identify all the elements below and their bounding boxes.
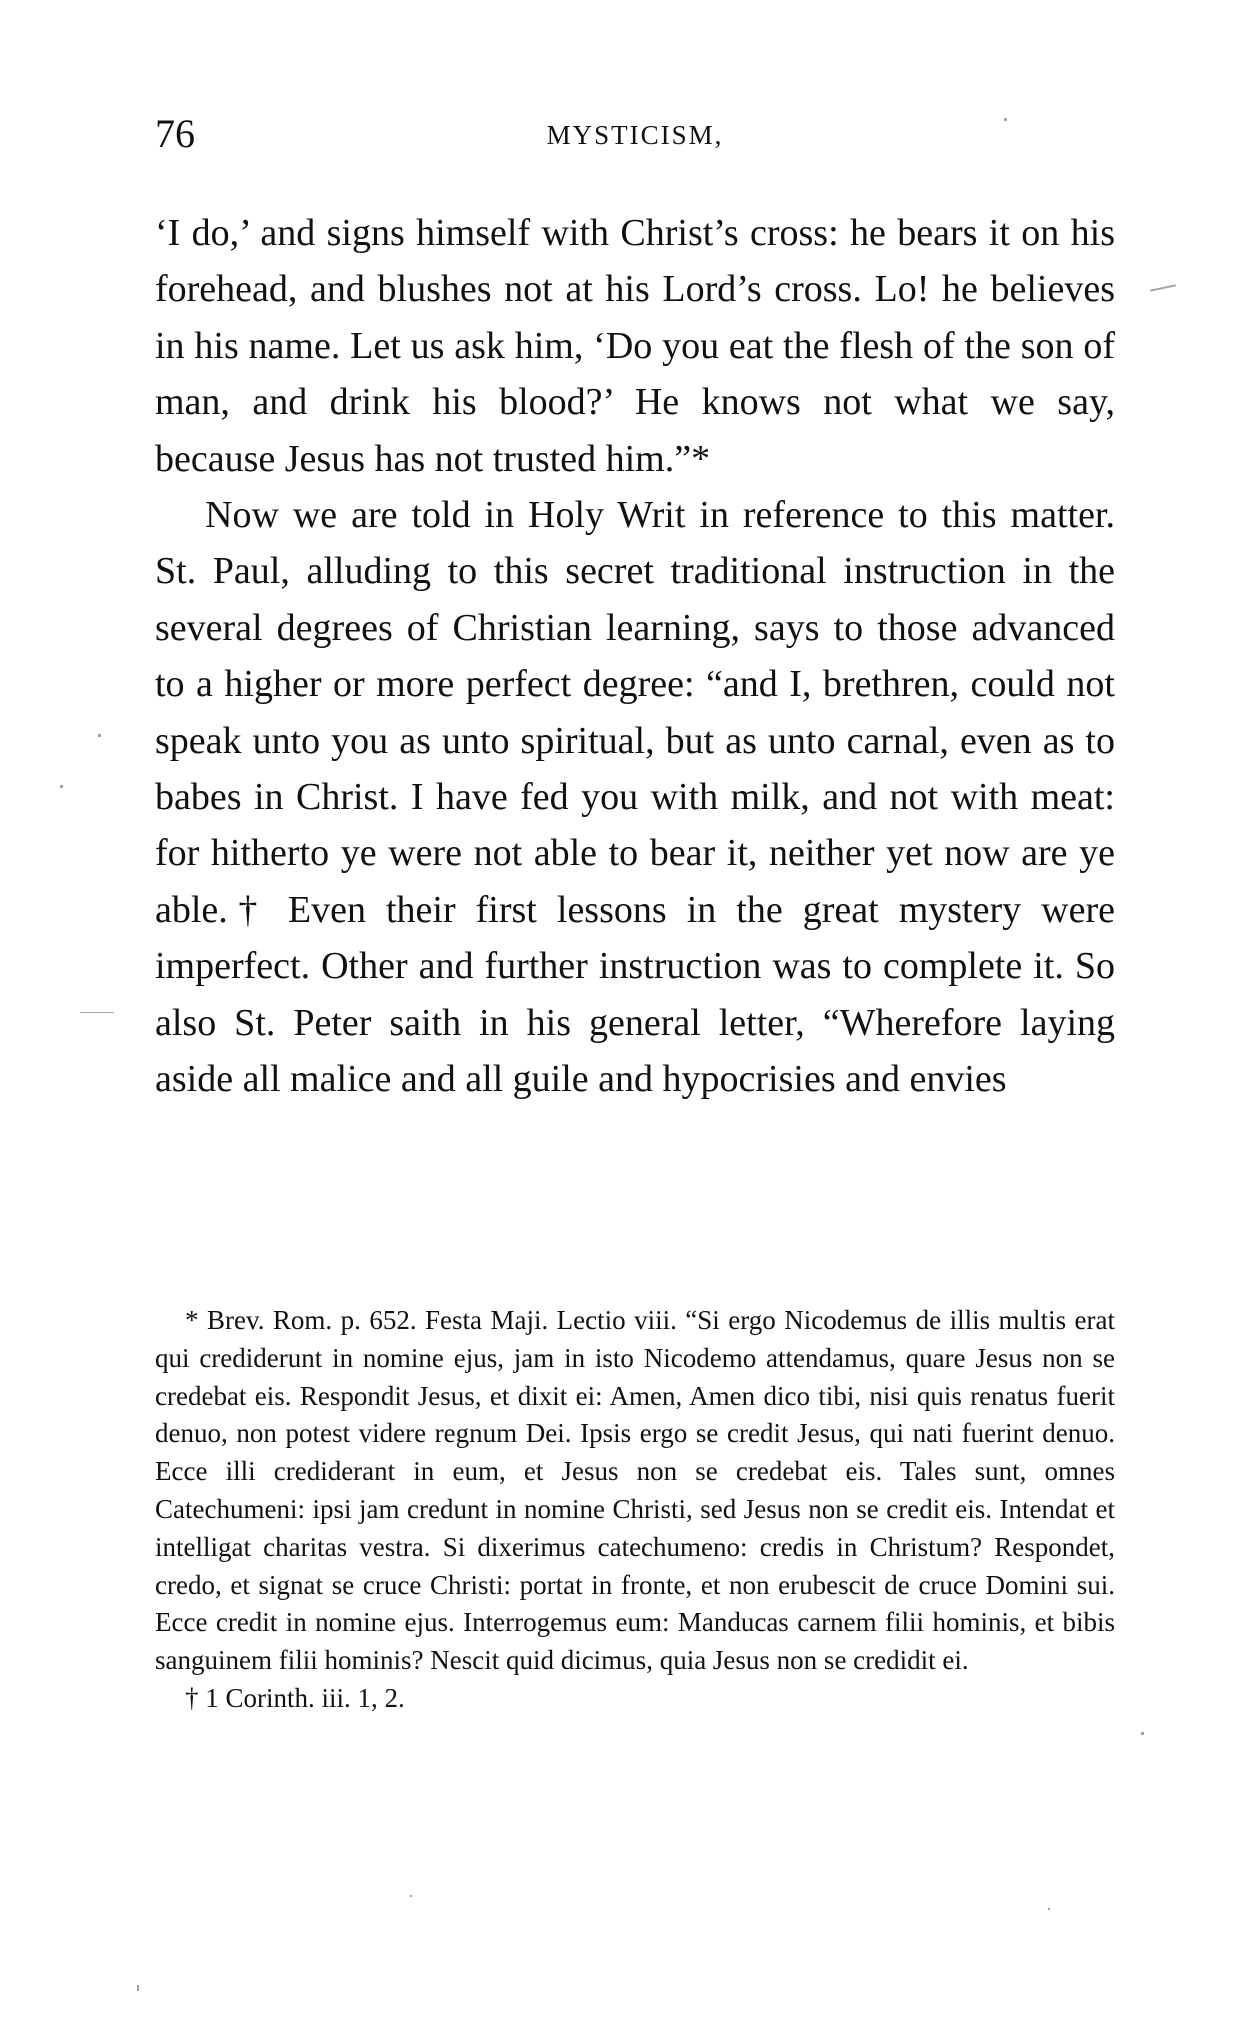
footnote: † 1 Corinth. iii. 1, 2. — [185, 1682, 405, 1713]
running-head: MYSTICISM, — [546, 120, 724, 150]
page-number: 76 — [155, 111, 195, 156]
margin-mark — [98, 734, 101, 737]
footnote: * Brev. Rom. p. 652. Festa Maji. Lectio viii. “Si ergo Nicodemus de illis multis erat qui crediderunt in nomine ejus, jam in isto Nicodemo attendamus, quare Jesus non se credebat eis. Respondit Jesus, et dixit ei: Amen, Amen dico tibi, nisi quis renatus fuerit denuo, non potest videre regnum Dei. Ipsis ergo se credit Jesus, qui nati fuerint denuo. Ecce illi crediderant in eum, et Jesus non se credebat eis. Tales sunt, omnes Catechumeni: ipsi jam credunt in nomine Christi, sed Jesus non se credit eis. Intendat et intelligat charitas vestra. Si dixerimus catechumeno: credis in Christum? Respondet, credo, et signat se cruce Christi: portat in fronte, et non erubescit de cruce Domini sui. Ecce credit in nomine ejus. Interrogemus eum: Manducas carnem filii hominis, et bibis sanguinem filii hominis? Nescit quid dicimus, quia Jesus non se credidit ei. — [155, 1305, 1115, 1676]
footnotes — [155, 1302, 1115, 1718]
margin-mark — [80, 1012, 114, 1013]
page-header — [155, 110, 1115, 160]
margin-mark — [60, 785, 63, 788]
margin-mark — [1004, 118, 1007, 121]
main-text — [155, 205, 1115, 1108]
margin-mark — [1141, 1732, 1144, 1735]
paragraph: Now we are told in Holy Writ in reference to this matter. St. Paul, alluding to this secret traditional instruction in the several degrees of Christian learning, says to those advanced to a higher or more perfect degree: “and I, brethren, could not speak unto you as unto spiritual, but as unto carnal, even as to babes in Christ. I have fed you with milk, and not with meat: for hitherto ye were not able to bear it, neither yet now are ye able.† Even their first lessons in the great mystery were imperfect. Other and further instruction was to complete it. So also St. Peter saith in his general letter, “Wherefore laying aside all malice and all guile and hypocrisies and envies — [155, 494, 1115, 1101]
margin-mark — [1048, 1908, 1050, 1910]
margin-mark — [137, 1985, 139, 1991]
paragraph: ‘I do,’ and signs himself with Christ’s cross: he bears it on his forehead, and blushes not at his Lord’s cross. Lo! he believes in his name. Let us ask him, ‘Do you eat the flesh of the son of man, and drink his blood?’ He knows not what we say, because Jesus has not trusted him.”* — [155, 212, 1115, 480]
margin-mark — [410, 1895, 412, 1897]
margin-mark — [1150, 284, 1176, 291]
